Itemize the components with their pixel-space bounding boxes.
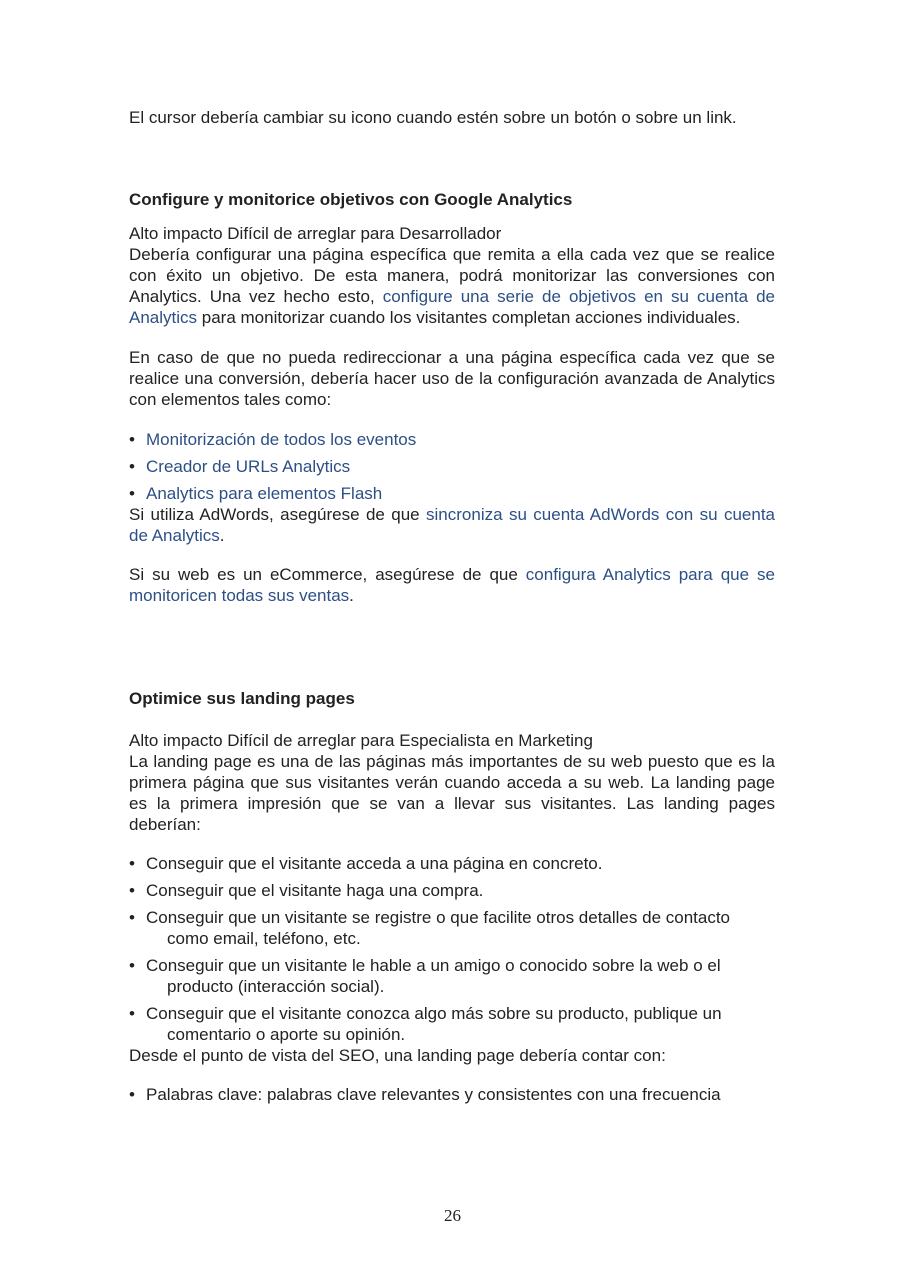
bullet: • [129,908,135,927]
landing-paragraph: La landing page es una de las páginas más importantes de su web puesto que es la primera página que sus visitantes verán cuando acceda a su web. La landing page es la primera impresión que se van a llevar sus visitantes. Las landing pages deberían: [129,752,775,834]
analytics-link-list [129,429,775,510]
list-item [129,853,775,880]
text-span: . [219,526,225,545]
seo-list [129,1084,775,1105]
list-item-text: Conseguir que el visitante conozca algo más sobre su producto, publique un [146,1004,722,1023]
events-link[interactable]: Monitorización de todos los eventos [146,430,417,449]
bullet: • [129,956,135,975]
ecommerce-tracking-link[interactable]: configura Analytics para que se monitoricen todas sus ventas [129,565,776,605]
bullet: • [129,457,135,476]
list-item-text: Conseguir que el visitante haga una compra. [146,881,484,900]
list-item [129,907,775,955]
list-item [129,429,775,456]
ecommerce-paragraph [129,564,775,606]
bullet: • [129,1085,135,1104]
list-item-continuation: como email, teléfono, etc. [167,929,361,948]
adwords-sync-link[interactable]: sincroniza su cuenta AdWords con su cuenta de Analytics [129,505,776,545]
list-item-text: Palabras clave: palabras clave relevantes y consistentes con una frecuencia [146,1085,721,1104]
text-span: . [349,586,354,605]
list-item [129,456,775,483]
document-page [129,107,775,1105]
adwords-paragraph [129,504,775,546]
text-span: Si utiliza AdWords, asegúrese de que [129,505,427,524]
intro-paragraph: El cursor debería cambiar su icono cuando estén sobre un botón o sobre un link. [129,108,737,127]
list-item [129,483,775,510]
list-item [129,1003,775,1051]
list-item-continuation: producto (interacción social). [167,977,385,996]
seo-intro-paragraph: Desde el punto de vista del SEO, una landing page debería contar con: [129,1046,666,1065]
flash-analytics-link[interactable]: Analytics para elementos Flash [146,484,383,503]
bullet: • [129,484,135,503]
bullet: • [129,430,135,449]
impact-line: Alto impacto Difícil de arreglar para Especialista en Marketing [129,731,593,750]
bullet: • [129,881,135,900]
impact-line: Alto impacto Difícil de arreglar para Desarrollador [129,224,502,243]
list-item [129,955,775,1003]
bullet: • [129,854,135,873]
list-item-text: Conseguir que un visitante le hable a un amigo o conocido sobre la web o el [146,956,721,975]
list-item-text: Conseguir que un visitante se registre o que facilite otros detalles de contacto [146,908,731,927]
analytics-paragraph [129,244,775,328]
text-span: para monitorizar cuando los visitantes completan acciones individuales. [197,308,741,327]
url-builder-link[interactable]: Creador de URLs Analytics [146,457,351,476]
text-span: Si su web es un eCommerce, asegúrese de que [129,565,526,584]
section-heading-analytics: Configure y monitorice objetivos con Google Analytics [129,190,573,209]
advanced-config-paragraph: En caso de que no pueda redireccionar a una página específica cada vez que se realice una conversión, debería hacer uso de la configuración avanzada de Analytics con elementos tales como: [129,348,775,409]
list-item [129,880,775,907]
text-span: Debería configurar una página específica que remita a ella cada vez que se realice con éxito un objetivo. De esta manera, podrá monitorizar las conversiones con Analytics. Una vez hecho esto, [129,245,775,306]
list-item-continuation: comentario o aporte su opinión. [167,1025,406,1044]
section-heading-landing: Optimice sus landing pages [129,689,355,708]
list-item-text: Conseguir que el visitante acceda a una página en concreto. [146,854,603,873]
goals-link[interactable]: configure una serie de objetivos en su cuenta de Analytics [129,287,775,327]
page-number: 26 [444,1206,461,1225]
list-item [129,1084,775,1105]
bullet: • [129,1004,135,1023]
landing-goals-list [129,853,775,1051]
